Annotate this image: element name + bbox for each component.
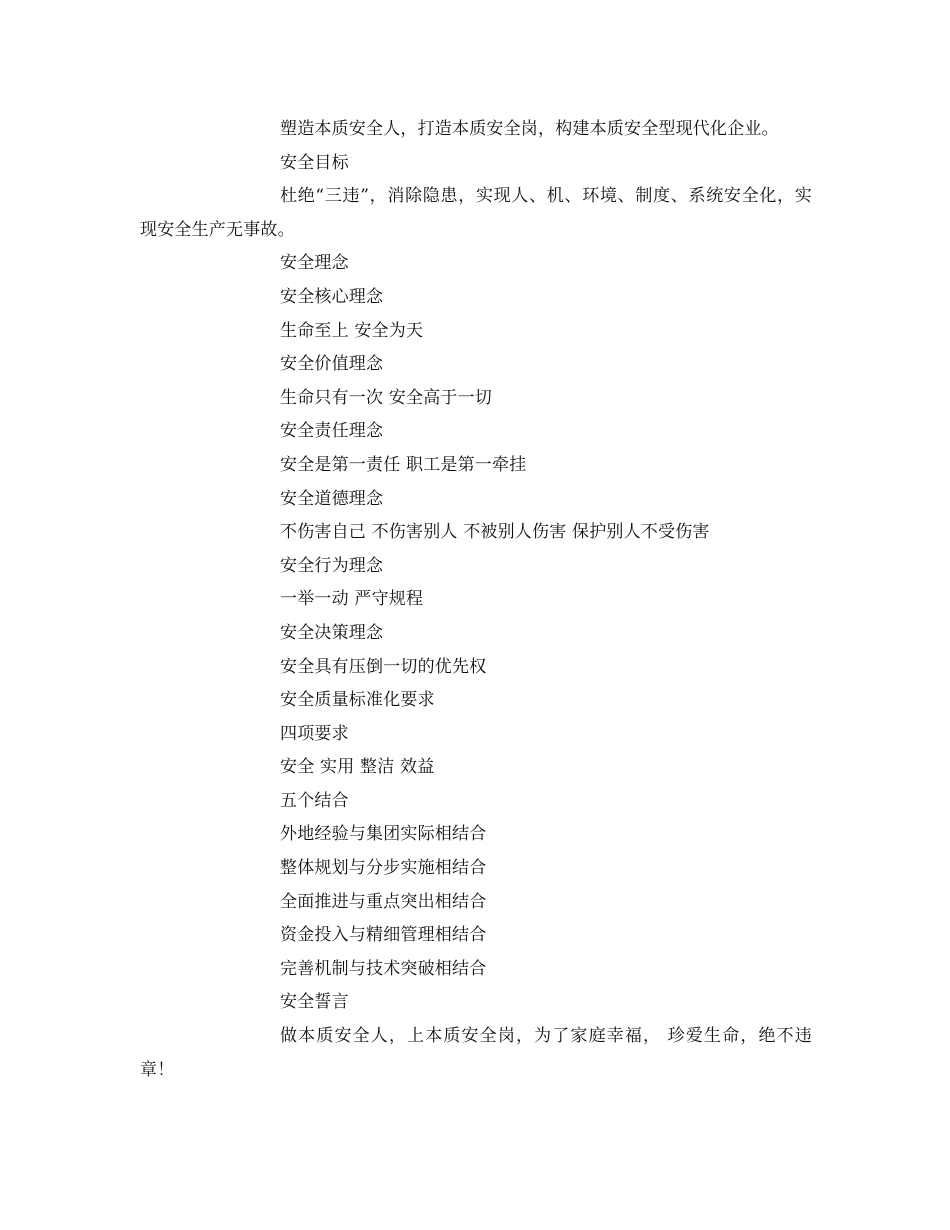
- section-heading: 安全誓言: [280, 992, 349, 1013]
- document-body: [140, 113, 812, 1087]
- text-line: 安全具有压倒一切的优先权: [280, 656, 487, 677]
- text-line: 安全 实用 整洁 效益: [280, 757, 435, 778]
- subsection-heading: 五个结合: [280, 790, 349, 811]
- text-line: 塑造本质安全人，打造本质安全岗，构建本质安全型现代化企业。: [280, 119, 779, 139]
- subsection-heading: 安全价值理念: [280, 354, 384, 375]
- subsection-heading: 安全核心理念: [280, 286, 384, 307]
- section-heading: 安全理念: [280, 253, 349, 274]
- text-line: 一举一动 严守规程: [280, 589, 424, 610]
- text-line: 不伤害自己 不伤害别人 不被别人伤害 保护别人不受伤害: [280, 522, 710, 543]
- list-item: 完善机制与技术突破相结合: [280, 958, 487, 979]
- subsection-heading: 安全行为理念: [280, 555, 384, 576]
- subsection-heading: 四项要求: [280, 723, 349, 744]
- text-line: 生命只有一次 安全高于一切: [280, 387, 493, 408]
- list-item: 外地经验与集团实际相结合: [280, 824, 487, 845]
- list-item: 资金投入与精细管理相结合: [280, 925, 487, 946]
- text-line: 安全是第一责任 职工是第一牵挂: [280, 454, 527, 475]
- text-line: 生命至上 安全为天: [280, 320, 424, 341]
- list-item: 全面推进与重点突出相结合: [280, 891, 487, 912]
- paragraph: 杜绝“三违”，消除隐患，实现人、机、环境、制度、系统安全化，实现安全生产无事故。: [140, 186, 812, 240]
- list-item: 整体规划与分步实施相结合: [280, 858, 487, 879]
- paragraph: 做本质安全人，上本质安全岗，为了家庭幸福， 珍爱生命，绝不违章！: [140, 1026, 812, 1080]
- section-heading: 安全质量标准化要求: [280, 690, 435, 711]
- subsection-heading: 安全决策理念: [280, 622, 384, 643]
- section-heading: 安全目标: [280, 152, 349, 173]
- subsection-heading: 安全道德理念: [280, 488, 384, 509]
- subsection-heading: 安全责任理念: [280, 421, 384, 442]
